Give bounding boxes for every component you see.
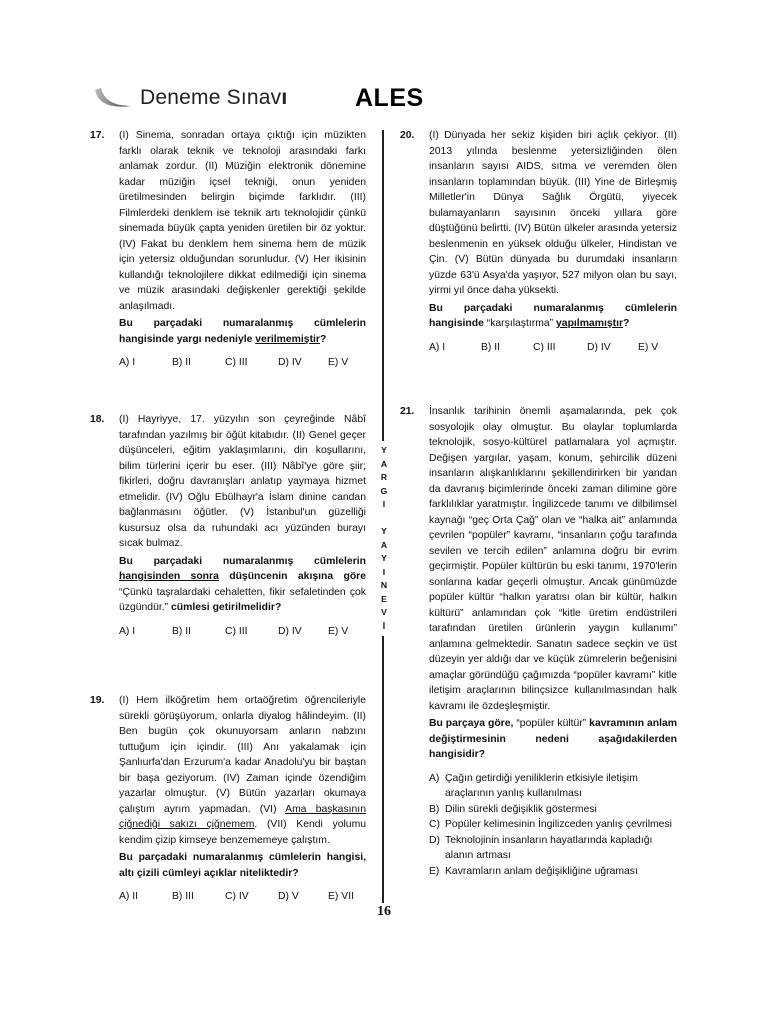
choice-b[interactable]: B) II <box>172 357 192 368</box>
choice-c[interactable]: C) IV <box>225 891 249 902</box>
exam-title: ALES <box>355 84 424 112</box>
answer-choices <box>429 340 677 356</box>
choice-a[interactable]: A) I <box>119 357 136 368</box>
question-text: (I) Sinema, sonradan ortaya çıktığı için müzikten farklı olarak teknik ve teknoloji arasındaki farkı anlamak zordur. (II) Müziğin elektronik dönemine kadar müziğin içsel tekniği, onun yeniden üretilmesinden belirgin biçimde farklıdır. (III) Filmlerdeki denklem ise teknik artı teknolojidir çünkü sinemada büyük çapta yeniden üretilen bir öz yoktur. (IV) Fakat bu denklem hem sinema hem de müzik için yetersiz olduğundan sorunludur. (V) Her ikisinin kullandığı teknolojilere dikkat edilmediği için sinema ve müzik arasındaki değişkenler gerektiği şekilde anlaşılmadı. <box>119 130 366 312</box>
choice-b[interactable]: B) III <box>172 891 194 902</box>
question-number: 21. <box>400 406 415 417</box>
choice-b[interactable]: B) Dilin sürekli değişiklik göstermesi <box>429 803 597 815</box>
question-prompt: Bu parçadaki numaralanmış cümlelerin hangisinde yargı nedeniyle verilmemiştir? <box>119 318 366 345</box>
brand-title: Deneme Sınavı <box>140 86 288 109</box>
question-19 <box>90 693 366 905</box>
choice-a[interactable]: A) II <box>119 891 139 902</box>
choice-e[interactable]: E) V <box>328 625 349 637</box>
question-text: (I) Hayriyye, 17. yüzyılın son çeyreğinde Nâbî tarafından yazılmış bir öğüt kitabıdır. (II) Genel geçer düşünceleri, eğitim yaklaşımlarını, din koşullarını, bilim türlerini içerir bu eser. (III) Nâbî'ye göre şiir; fikirleri, doğru davranışları anlatıp yaymaya hizmet etmelidir. (IV) Oğlu Ebülhayr'a İslam dinine candan bağlanmasını öğütler. (V) İstanbul'un güzelliği kusursuz olsa da ruhundaki acı yüzünden burayı sıcak bulmaz. <box>119 414 366 549</box>
answer-choices <box>119 624 366 640</box>
choice-d[interactable]: D) IV <box>587 341 611 353</box>
page-number: 16 <box>377 904 391 919</box>
question-number: 18. <box>90 414 105 425</box>
question-17 <box>90 128 366 371</box>
choice-e[interactable]: E) V <box>328 357 349 368</box>
question-prompt: Bu parçaya göre, “popüler kültür” kavramının anlam değiştirmesinin nedeni aşağıdakilerden hangisidir? <box>429 718 677 760</box>
choice-e[interactable]: E) VII <box>328 891 354 902</box>
choice-d[interactable]: D) V <box>278 891 299 902</box>
choice-d[interactable]: D) IV <box>278 625 302 637</box>
choice-b[interactable]: B) II <box>481 341 501 353</box>
question-18 <box>90 412 366 639</box>
answer-choices <box>119 355 366 371</box>
choice-c[interactable]: C) III <box>225 625 248 637</box>
question-text: İnsanlık tarihinin önemli aşamalarında, pek çok sosyolojik olay olmuştur. Bu olaylar toplumlarda teknolojik, sosyo-kültürel patlamalara yol açmıştır. Değişen yargılar, yaşam, konum, şehircilik düzeni insanların alışkanlıklarını şekillendirirken bir yandan da davranış biçimlerinde önceki zaman dilimine göre farklılıklar yaratmıştır. İngilizcede tanımı ve dilbilimsel kaynağı “geç Orta Çağ” olan ve “halka ait” anlamında çevrilen “popüler” kavramı, “insanların çoğu tarafında sevilen ve tercih edilen” anlamına doğru bir evrim geçirmiştir. Popüler kültürün bu eski tanımı, 1970'lerin sonlarına kadar geçerli olmuştur. Ancak günümüzde popüler kültür “halkın yaratısı olan bir kültür, halkın kültürü” anlamından çok “kitle üretim endüstrileri tarafından üretilen ürünlerin yaygın kullanımı” anlamına gelmektedir. Sanatın sadece seçkin ve üst düzeyin yer aldığı dar ve küçük zümrelerin beğenisini amaçlar göründüğü çağımızda “popüler kavramı” kitle iletişim araçlarının bilinçsizce kullanılmasından halk kavramı ile özdeşleşmiştir. <box>429 406 677 712</box>
answer-choices <box>119 889 366 905</box>
choice-e[interactable]: E) Kavramların anlam değişikliğine uğraması <box>429 865 638 877</box>
choice-a[interactable]: A) Çağın getirdiği yeniliklerin etkisiyle iletişim araçlarının yanlış kullanılması <box>429 772 638 799</box>
choice-e[interactable]: E) V <box>638 341 659 353</box>
choice-a[interactable]: A) I <box>429 341 446 353</box>
question-number: 17. <box>90 130 105 141</box>
choice-d[interactable]: D) Teknolojinin insanların hayatlarında kapladığı alanın artması <box>429 834 653 861</box>
question-21 <box>400 404 677 879</box>
choice-c[interactable]: C) III <box>533 341 556 353</box>
question-number: 19. <box>90 695 105 706</box>
question-prompt: Bu parçadaki numaralanmış cümlelerin hangisinden sonra düşüncenin akışına göre “Çünkü taşralardaki cehaletten, fikir sefaletinden çok üzgündür.” cümlesi getirilmelidir? <box>119 555 367 613</box>
choice-d[interactable]: D) IV <box>278 357 302 368</box>
choice-c[interactable]: C) III <box>225 357 248 368</box>
question-20 <box>400 128 677 355</box>
publisher-vertical-label: Y A R G I Y A Y I N E V İ <box>378 441 390 636</box>
choice-c[interactable]: C) Popüler kelimesinin İngilizceden yanlış çevrilmesi <box>429 819 672 830</box>
question-text: (I) Dünyada her sekiz kişiden biri açlık çekiyor. (II) 2013 yılında beslenme yetersizliğinden ölen insanların sayısı AIDS, sıtma ve veremden ölen insanların toplamından büyük. (III) Yine de Birleşmiş Milletler'in Dünya Sağlık Örgütü, yiyecek bulamayanların sayısının önceki yıllara göre düştüğünü belirtti. (IV) Bütün ülkeler arasında yetersiz beslenmenin en yüksek olduğu ülkeler, Hindistan ve Çin. (V) Bütün dünyada bu durumdaki insanların yüzde 63'ü Asya'da yaşıyor, 527 milyon olan bu sayı, yirmi yıl önce daha yüksekti. <box>429 130 677 296</box>
choice-b[interactable]: B) II <box>172 625 192 637</box>
question-number: 20. <box>400 130 415 141</box>
page-header <box>0 0 768 120</box>
question-prompt: Bu parçadaki numaralanmış cümlelerin hangisi, altı çizili cümleyi açıklar niteliktedir? <box>119 852 366 879</box>
choice-a[interactable]: A) I <box>119 625 136 637</box>
underlined-sentence: Ama başkasının çiğnediği sakızı çiğnemem <box>119 803 366 830</box>
question-text: (I) Hem ilköğretim hem ortaöğretim öğrencileriyle sürekli görüşüyorum, onlarla diyalog hâlindeyim. (II) Ben bugün çok okunuyorsam anların nabzını tuttuğum için içindir. (III) Anı yakalamak için Şanlıurfa'dan Erzurum'a kadar Anadolu'yu bir baştan bir başa geziyorum. (IV) Zaman içinde özendiğim yazarlar olmuştur. (V) Bütün yazarları okumaya çalıştım ayrım yapmadan. (VI) Ama başkasının çiğnediği sakızı çiğnemem. (VII) Kendi yolumu kendim çizip kimseye benzememeye çalıştım. <box>119 695 366 846</box>
question-prompt: Bu parçadaki numaralanmış cümlelerin hangisinde “karşılaştırma” yapılmamıştır? <box>429 302 677 329</box>
answer-choices <box>429 771 677 880</box>
brand-logo-icon <box>93 84 133 114</box>
